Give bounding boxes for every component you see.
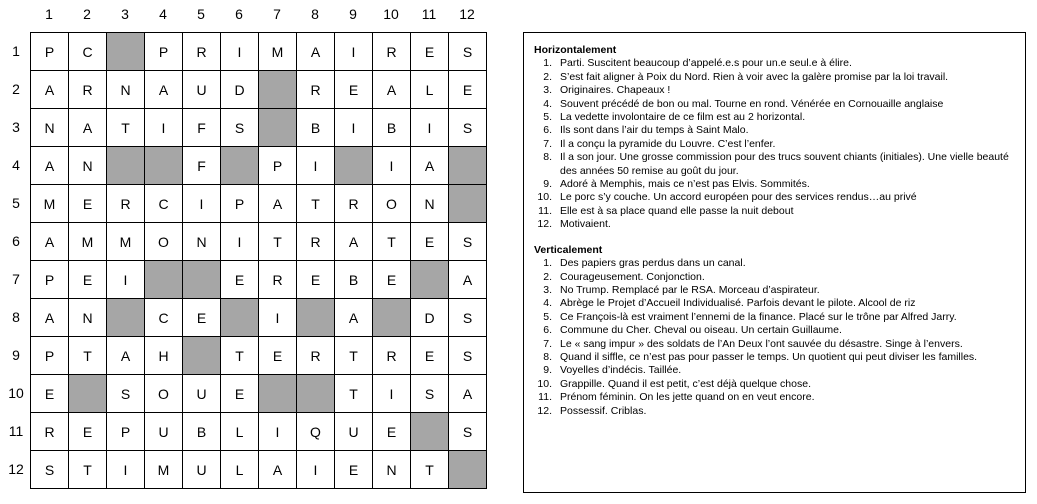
letter-cell: T [335, 337, 373, 375]
letter-cell: E [411, 337, 449, 375]
letter-cell: A [145, 71, 183, 109]
letter-cell: U [145, 413, 183, 451]
letter-cell: A [31, 299, 69, 337]
letter-cell: F [183, 109, 221, 147]
row-number: 2 [12, 81, 20, 97]
letter-cell: I [297, 451, 335, 489]
vertical-clue [534, 351, 1015, 364]
letter-cell: E [411, 33, 449, 71]
clue-text: Ce François-là est vraiment l’ennemi de la finance. Placé sur le trône par Alfred Jarry. [560, 310, 957, 323]
clue-text: Voyelles d’indécis. Taillée. [560, 364, 682, 377]
black-cell [411, 413, 449, 451]
row-number: 5 [12, 195, 20, 211]
letter-cell: M [69, 223, 107, 261]
letter-cell: I [221, 33, 259, 71]
black-cell [107, 33, 145, 71]
vertical-clue [534, 391, 1015, 404]
clue-number: 11. [538, 391, 552, 404]
letter-cell: I [411, 109, 449, 147]
clue-text: Originaires. Chapeaux ! [560, 84, 671, 97]
letter-cell: A [31, 147, 69, 185]
row-number: 9 [12, 347, 20, 363]
black-cell [183, 261, 221, 299]
black-cell [449, 451, 487, 489]
letter-cell: E [183, 299, 221, 337]
black-cell [107, 299, 145, 337]
black-cell [411, 261, 449, 299]
letter-cell: R [373, 33, 411, 71]
row-number: 1 [12, 43, 20, 59]
black-cell [183, 337, 221, 375]
letter-cell: S [449, 109, 487, 147]
clues-panel [523, 32, 1026, 493]
clue-number: 3. [543, 84, 552, 97]
letter-cell: E [373, 261, 411, 299]
letter-cell: I [297, 147, 335, 185]
clue-number: 10. [537, 191, 552, 204]
letter-cell: S [449, 299, 487, 337]
clue-number: 7. [543, 337, 552, 350]
clue-number: 5. [543, 310, 552, 323]
letter-cell: L [411, 71, 449, 109]
letter-cell: N [411, 185, 449, 223]
letter-cell: O [373, 185, 411, 223]
column-number: 2 [83, 6, 91, 22]
letter-cell: R [297, 337, 335, 375]
letter-cell: T [335, 375, 373, 413]
black-cell [259, 71, 297, 109]
letter-cell: E [69, 185, 107, 223]
letter-cell: L [221, 413, 259, 451]
horizontal-clue [534, 138, 1015, 151]
crossword-grid [30, 32, 487, 489]
column-number: 7 [273, 6, 281, 22]
letter-cell: A [411, 147, 449, 185]
letter-cell: B [183, 413, 221, 451]
column-number: 4 [159, 6, 167, 22]
clue-text: S’est fait aligner à Poix du Nord. Rien à voir avec la galère promise par la loi travail. [560, 70, 949, 83]
black-cell [297, 299, 335, 337]
horizontal-clue [534, 178, 1015, 191]
black-cell [297, 375, 335, 413]
clue-text: Grappille. Quand il est petit, c’est déjà quelque chose. [560, 377, 811, 390]
letter-cell: E [259, 337, 297, 375]
vertical-clue [534, 311, 1015, 324]
clue-text: Possessif. Criblas. [560, 404, 647, 417]
letter-cell: A [259, 185, 297, 223]
black-cell [69, 375, 107, 413]
letter-cell: M [259, 33, 297, 71]
black-cell [145, 147, 183, 185]
letter-cell: R [183, 33, 221, 71]
letter-cell: P [221, 185, 259, 223]
letter-cell: N [373, 451, 411, 489]
black-cell [221, 147, 259, 185]
column-number: 6 [235, 6, 243, 22]
letter-cell: R [297, 71, 335, 109]
column-number: 1 [45, 6, 53, 22]
letter-cell: E [449, 71, 487, 109]
black-cell [373, 299, 411, 337]
clue-text: Ils sont dans l’air du temps à Saint Malo. [560, 124, 749, 137]
letter-cell: A [335, 223, 373, 261]
letter-cell: S [449, 337, 487, 375]
letter-cell: S [411, 375, 449, 413]
letter-cell: R [297, 223, 335, 261]
clue-number: 7. [543, 137, 552, 150]
letter-cell: E [221, 261, 259, 299]
clue-number: 1. [543, 257, 552, 270]
horizontal-clue [534, 124, 1015, 137]
vertical-clue [534, 284, 1015, 297]
letter-cell: A [449, 375, 487, 413]
clue-text: Abrège le Projet d’Accueil Individualisé. Parfois devant le pilote. Alcool de riz [560, 297, 916, 310]
clue-text: Quand il siffle, ce n’est pas pour passer le temps. Un quotient qui peut diviser les familles. [560, 350, 978, 363]
clue-number: 8. [543, 350, 552, 363]
letter-cell: O [145, 223, 183, 261]
letter-cell: S [449, 413, 487, 451]
column-number: 10 [383, 6, 399, 22]
clue-text: Commune du Cher. Cheval ou oiseau. Un certain Guillaume. [560, 324, 842, 337]
letter-cell: P [31, 33, 69, 71]
clue-number: 1. [543, 57, 552, 70]
letter-cell: E [335, 71, 373, 109]
clue-text: Souvent précédé de bon ou mal. Tourne en rond. Vénérée en Cornouaille anglaise [560, 97, 944, 110]
horizontal-clues [534, 57, 1015, 231]
clue-text: Elle est à sa place quand elle passe la nuit debout [560, 204, 794, 217]
letter-cell: E [373, 413, 411, 451]
clue-number: 12. [537, 404, 552, 417]
letter-cell: A [31, 223, 69, 261]
letter-cell: N [107, 71, 145, 109]
clue-number: 6. [543, 324, 552, 337]
letter-cell: I [259, 299, 297, 337]
clue-text: Il a son jour. Une grosse commission pour des trucs souvent chiants (initiales). Une vielle beauté des années 50 remise au goût du jour. [560, 151, 1009, 177]
clue-number: 4. [543, 97, 552, 110]
letter-cell: O [145, 375, 183, 413]
letter-cell: E [31, 375, 69, 413]
row-number: 12 [8, 461, 24, 477]
letter-cell: R [335, 185, 373, 223]
letter-cell: E [221, 375, 259, 413]
letter-cell: N [69, 147, 107, 185]
black-cell [449, 147, 487, 185]
letter-cell: T [411, 451, 449, 489]
letter-cell: S [107, 375, 145, 413]
row-number: 7 [12, 271, 20, 287]
letter-cell: L [221, 451, 259, 489]
vertical-clue [534, 257, 1015, 270]
letter-cell: A [31, 71, 69, 109]
clue-text: No Trump. Remplacé par le RSA. Morceau d’aspirateur. [560, 283, 820, 296]
letter-cell: E [297, 261, 335, 299]
letter-cell: C [69, 33, 107, 71]
letter-cell: P [31, 261, 69, 299]
letter-cell: C [145, 299, 183, 337]
vertical-clue [534, 297, 1015, 310]
letter-cell: I [107, 451, 145, 489]
clue-number: 8. [543, 151, 552, 164]
horizontal-clue [534, 98, 1015, 111]
letter-cell: F [183, 147, 221, 185]
letter-cell: S [449, 33, 487, 71]
letter-cell: S [31, 451, 69, 489]
clue-text: Des papiers gras perdus dans un canal. [560, 257, 746, 270]
letter-cell: H [145, 337, 183, 375]
horizontal-clue [534, 57, 1015, 70]
letter-cell: M [107, 223, 145, 261]
letter-cell: I [183, 185, 221, 223]
letter-cell: U [183, 375, 221, 413]
letter-cell: R [373, 337, 411, 375]
letter-cell: I [145, 109, 183, 147]
letter-cell: S [449, 223, 487, 261]
letter-cell: N [183, 223, 221, 261]
letter-cell: C [145, 185, 183, 223]
letter-cell: E [69, 413, 107, 451]
letter-cell: R [69, 71, 107, 109]
letter-cell: R [31, 413, 69, 451]
letter-cell: A [297, 33, 335, 71]
horizontal-clue [534, 84, 1015, 97]
letter-cell: T [297, 185, 335, 223]
horizontal-clue [534, 205, 1015, 218]
clue-number: 2. [543, 70, 552, 83]
clue-number: 5. [543, 111, 552, 124]
column-number: 8 [311, 6, 319, 22]
letter-cell: N [69, 299, 107, 337]
black-cell [335, 147, 373, 185]
letter-cell: I [221, 223, 259, 261]
black-cell [259, 375, 297, 413]
letter-cell: E [335, 451, 373, 489]
horizontal-clue [534, 111, 1015, 124]
clue-number: 10. [537, 377, 552, 390]
letter-cell: I [373, 375, 411, 413]
letter-cell: D [411, 299, 449, 337]
horizontal-clue [534, 71, 1015, 84]
letter-cell: E [69, 261, 107, 299]
clue-text: Prénom féminin. On les jette quand on en veut encore. [560, 391, 815, 404]
column-number: 9 [349, 6, 357, 22]
letter-cell: A [259, 451, 297, 489]
column-number: 5 [197, 6, 205, 22]
horizontal-clue [534, 218, 1015, 231]
letter-cell: A [373, 71, 411, 109]
letter-cell: I [335, 33, 373, 71]
letter-cell: I [335, 109, 373, 147]
letter-cell: T [69, 337, 107, 375]
clue-text: Il a conçu la pyramide du Louvre. C’est l’enfer. [560, 137, 776, 150]
clue-text: Le « sang impur » des soldats de l’An Deux l’ont sauvée du désastre. Singe à l’envers. [560, 337, 963, 350]
clue-number: 11. [538, 204, 552, 217]
letter-cell: S [221, 109, 259, 147]
row-number: 8 [12, 309, 20, 325]
clue-number: 2. [543, 270, 552, 283]
row-number: 4 [12, 157, 20, 173]
clue-number: 3. [543, 283, 552, 296]
clue-number: 9. [543, 178, 552, 191]
letter-cell: T [221, 337, 259, 375]
vertical-clue [534, 405, 1015, 418]
clue-text: Adoré à Memphis, mais ce n’est pas Elvis. Sommités. [560, 178, 810, 191]
letter-cell: B [297, 109, 335, 147]
letter-cell: I [373, 147, 411, 185]
column-number: 11 [421, 6, 437, 22]
letter-cell: A [107, 337, 145, 375]
letter-cell: A [449, 261, 487, 299]
vertical-clue [534, 324, 1015, 337]
row-number: 3 [12, 119, 20, 135]
letter-cell: P [107, 413, 145, 451]
clue-number: 4. [543, 297, 552, 310]
horizontal-clue [534, 151, 1015, 178]
black-cell [221, 299, 259, 337]
clue-text: Courageusement. Conjonction. [560, 270, 705, 283]
vertical-clues [534, 257, 1015, 418]
clue-number: 6. [543, 124, 552, 137]
column-number: 3 [121, 6, 129, 22]
letter-cell: P [145, 33, 183, 71]
letter-cell: R [259, 261, 297, 299]
column-number: 12 [459, 6, 475, 22]
vertical-clue [534, 364, 1015, 377]
row-number: 11 [8, 423, 24, 439]
vertical-clue [534, 378, 1015, 391]
letter-cell: A [335, 299, 373, 337]
vertical-clue [534, 271, 1015, 284]
letter-cell: U [183, 451, 221, 489]
letter-cell: I [107, 261, 145, 299]
letter-cell: I [259, 413, 297, 451]
letter-cell: P [31, 337, 69, 375]
black-cell [145, 261, 183, 299]
letter-cell: M [31, 185, 69, 223]
black-cell [107, 147, 145, 185]
letter-cell: T [373, 223, 411, 261]
letter-cell: T [69, 451, 107, 489]
letter-cell: D [221, 71, 259, 109]
row-number: 6 [12, 233, 20, 249]
clue-text: La vedette involontaire de ce film est au 2 horizontal. [560, 111, 806, 124]
letter-cell: P [259, 147, 297, 185]
letter-cell: R [107, 185, 145, 223]
letter-cell: U [183, 71, 221, 109]
black-cell [449, 185, 487, 223]
letter-cell: N [31, 109, 69, 147]
letter-cell: A [69, 109, 107, 147]
clue-number: 9. [543, 364, 552, 377]
letter-cell: U [335, 413, 373, 451]
vertical-clue [534, 338, 1015, 351]
letter-cell: Q [297, 413, 335, 451]
clue-text: Motivaient. [560, 218, 611, 231]
letter-cell: T [259, 223, 297, 261]
letter-cell: E [411, 223, 449, 261]
black-cell [259, 109, 297, 147]
letter-cell: B [335, 261, 373, 299]
horizontal-title: Horizontalement [534, 44, 617, 56]
letter-cell: B [373, 109, 411, 147]
letter-cell: M [145, 451, 183, 489]
clue-number: 12. [537, 218, 552, 231]
clue-text: Parti. Suscitent beaucoup d’appelé.e.s pour un.e seul.e à élire. [560, 57, 852, 70]
letter-cell: T [107, 109, 145, 147]
clue-text: Le porc s’y couche. Un accord européen pour des services rendus…au privé [560, 191, 917, 204]
vertical-title: Verticalement [534, 243, 603, 256]
horizontal-clue [534, 191, 1015, 204]
row-number: 10 [8, 385, 24, 401]
